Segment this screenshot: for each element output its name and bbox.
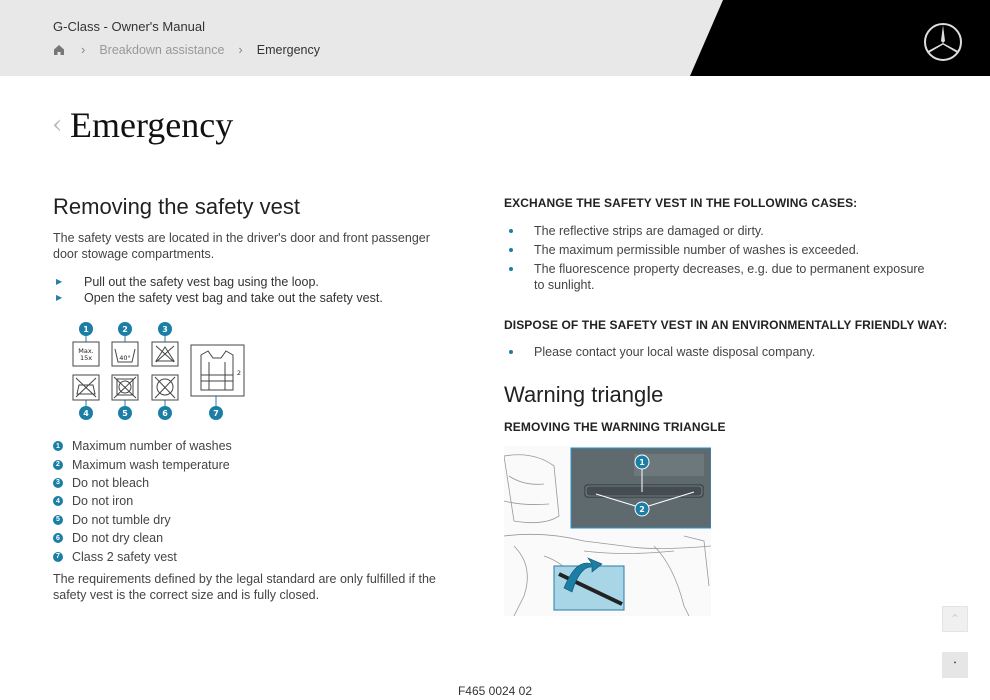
exchange-list [504, 223, 934, 296]
svg-text:4: 4 [83, 409, 89, 418]
breadcrumb-current: Emergency [256, 42, 320, 57]
svg-text:40°: 40° [119, 354, 131, 362]
legend-item: 7 Class 2 safety vest [53, 547, 232, 565]
dispose-list [504, 344, 934, 363]
care-symbols-illustration [70, 318, 250, 428]
number-badge: 3 [53, 478, 63, 488]
legend-item: 2 Maximum wash temperature [53, 455, 232, 473]
chevron-up-icon: ⌃ [949, 612, 961, 626]
svg-text:7: 7 [213, 409, 219, 418]
page-title: Emergency [70, 105, 234, 145]
legend-item: 4 Do not iron [53, 492, 232, 510]
scroll-top-button[interactable] [942, 606, 968, 632]
number-badge: 7 [53, 552, 63, 562]
figure-code: F465 0024 02 [457, 684, 533, 698]
exchange-heading: EXCHANGE THE SAFETY VEST IN THE FOLLOWING CASES: [504, 196, 858, 210]
legend-item: 5 Do not tumble dry [53, 511, 232, 529]
list-item: The maximum permissible number of washes is exceeded. [504, 242, 934, 258]
section-title-safety-vest: Removing the safety vest [53, 194, 301, 219]
svg-text:1: 1 [83, 325, 89, 334]
symbol-legend [53, 437, 232, 566]
number-badge: 1 [53, 441, 63, 451]
page-indicator-button[interactable]: ᱸ [942, 652, 968, 678]
step-item: ▶ Pull out the safety vest bag using the loop. [53, 274, 473, 290]
callout-1: 1 [639, 458, 645, 467]
mercedes-star-logo[interactable] [923, 22, 963, 62]
legend-item: 6 Do not dry clean [53, 529, 232, 547]
legend-item: 3 Do not bleach [53, 474, 232, 492]
svg-text:Max.: Max. [78, 347, 94, 355]
callout-2: 2 [639, 505, 645, 514]
svg-text:3: 3 [162, 325, 168, 334]
intro-text: The safety vests are located in the driver's door and front passenger door stowage compartments. [53, 231, 430, 261]
step-list [53, 274, 473, 306]
svg-text:6: 6 [162, 409, 168, 418]
list-item: The fluorescence property decreases, e.g. due to permanent exposure to sunlight. [504, 261, 934, 293]
svg-text:5: 5 [122, 409, 128, 418]
home-icon[interactable] [53, 44, 65, 56]
removing-triangle-heading: REMOVING THE WARNING TRIANGLE [504, 420, 726, 434]
breadcrumb [53, 42, 320, 57]
svg-text:2: 2 [122, 325, 128, 334]
legend-item: 1 Maximum number of washes [53, 437, 232, 455]
svg-text:15x: 15x [79, 354, 93, 362]
back-chevron-icon[interactable]: ‹ [52, 110, 63, 140]
list-item: Please contact your local waste disposal company. [504, 344, 934, 360]
section-title-warning-triangle: Warning triangle [504, 382, 664, 407]
warning-triangle-illustration [504, 446, 711, 616]
number-badge: 4 [53, 496, 63, 506]
number-badge: 5 [53, 515, 63, 525]
svg-text:2: 2 [236, 369, 242, 377]
dispose-heading: DISPOSE OF THE SAFETY VEST IN AN ENVIRONMENTALLY FRIENDLY WAY: [504, 318, 948, 332]
list-item: The reflective strips are damaged or dirty. [504, 223, 934, 239]
chevron-right-icon: › [238, 42, 243, 57]
number-badge: 6 [53, 533, 63, 543]
number-badge: 2 [53, 460, 63, 470]
manual-title: G-Class - Owner's Manual [53, 19, 206, 34]
step-item: ▶ Open the safety vest bag and take out the safety vest. [53, 290, 473, 306]
breadcrumb-breakdown-assistance[interactable]: Breakdown assistance [99, 42, 225, 57]
chevron-right-icon: › [81, 42, 86, 57]
requirements-note: The requirements defined by the legal standard are only fulfilled if the safety vest is the correct size and is fully closed. [53, 572, 436, 602]
